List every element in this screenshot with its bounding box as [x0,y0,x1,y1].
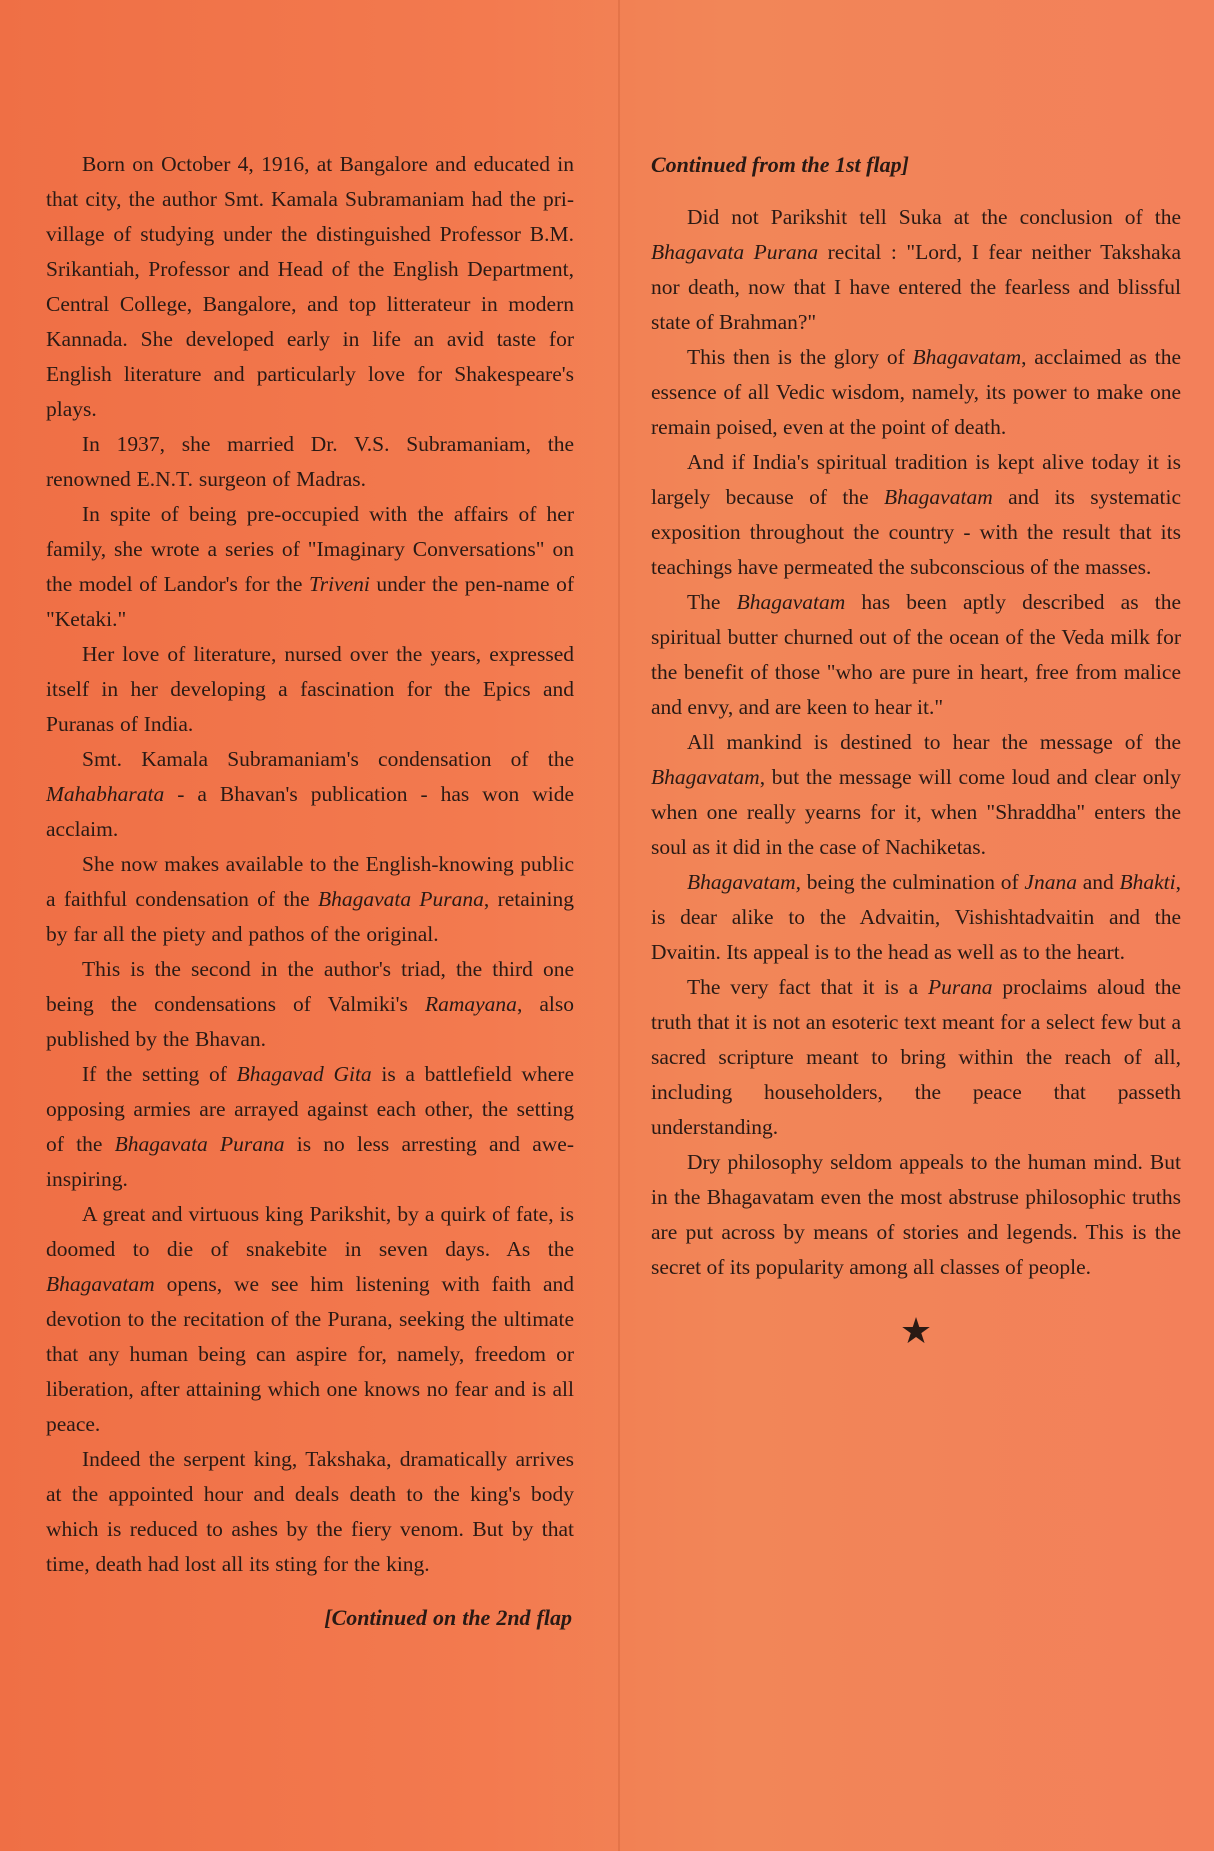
paragraph [46,1442,574,1582]
paragraph [46,497,574,637]
left-flap-text [46,147,574,1582]
paragraph [46,1197,574,1442]
text-segment: has been aptly described as the spiritual butter churned out of the ocean of the Veda milk for the benefit of those "who are pure in heart, free from malice and envy, and are keen to hear it." [651,590,1181,719]
right-flap-text [651,200,1181,1285]
italic-title: Bhagavata Purana [114,1132,285,1156]
text-segment: She now makes available to the English-knowing public a faithful condensation of the [46,852,574,911]
text-segment: , but the message will come loud and clear only when one really yearns for it, when "Shraddha" enters the soul as it did in the case of Nachiketas. [651,765,1181,859]
text-segment: In spite of being pre-occupied with the affairs of her family, she wrote a series of "Imaginary Conversations" on the model of Landor's for the [46,502,574,596]
text-segment: A great and virtuous king Parikshit, by a quirk of fate, is doomed to die of snakebite in seven days. As the [46,1202,574,1261]
italic-title: Bhagavatam [884,485,993,509]
text-segment: recital : "Lord, I fear neither Takshaka nor death, now that I have entered the fearless and blissful state of Brahman?" [651,240,1181,334]
italic-title: Triveni [308,572,370,596]
paragraph [651,725,1181,865]
text-segment: Born on October 4, 1916, at Bangalore and educated in that city, the author Smt. Kamala Subramaniam had the pri-village of studying under the distinguished Professor B.M. Srikantiah, Professor and Head of the English Department, Central College, Bangalore, and top litterateur in modern Kannada. She developed early in life an avid taste for English literature and particularly love for Shakespeare's plays. [46,152,574,421]
italic-title: Ramayana [424,992,517,1016]
text-segment: - a Bhavan's publication - has won wide acclaim. [46,782,574,841]
italic-title: Bhagavatam [912,345,1022,369]
flap-fold-line [618,0,620,1851]
italic-title: Bhagavatam [736,590,846,614]
text-segment: being the culmination of [801,870,1025,894]
paragraph [651,200,1181,340]
paragraph [651,445,1181,585]
text-segment: In 1937, she married Dr. V.S. Subramaniam, the renowned E.N.T. surgeon of Madras. [46,432,574,491]
text-segment: , retaining by far all the piety and pathos of the original. [46,887,574,946]
paragraph [651,970,1181,1145]
italic-title: Bhakti [1119,870,1176,894]
italic-title: Bhagavad Gita [236,1062,372,1086]
text-segment: Smt. Kamala Subramaniam's condensation of the [82,747,574,771]
text-segment: proclaims aloud the truth that it is not an esoteric text meant for a select few but a sacred scripture meant to bring within the reach of all, including householders, the peace that passeth understanding. [651,975,1181,1139]
text-segment: and [1076,870,1120,894]
text-segment: The very fact that it is a [687,975,929,999]
text-segment: Her love of literature, nursed over the years, expressed itself in her developing a fascination for the Epics and Puranas of India. [46,642,574,736]
text-segment: And if India's spiritual tradition is kept alive today it is largely because of the [651,450,1181,509]
paragraph [46,427,574,497]
continued-on-note: [Continued on the 2nd flap [324,1605,572,1630]
end-star-icon: ★ [899,1311,933,1351]
italic-title: Bhagavatam [46,1272,155,1296]
paragraph [651,1145,1181,1285]
text-segment: is a battlefield where opposing armies are arrayed against each other, the setting of the [46,1062,575,1156]
paragraph [46,637,574,742]
paragraph [651,340,1181,445]
left-flap [46,147,574,1635]
paragraph [651,585,1181,725]
italic-title: Jnana [1024,870,1077,894]
continued-from-note: Continued from the 1st flap] [651,152,909,177]
text-segment: This then is the glory of [687,345,913,369]
paragraph [46,147,574,427]
text-segment: Did not Parikshit tell Suka at the conclusion of the [687,205,1181,229]
text-segment: and its systematic exposition throughout the country - with the result that its teachings have permeated the subconscious of the masses. [651,485,1181,579]
text-segment: , is dear alike to the Advaitin, Vishishtadvaitin and the Dvaitin. Its appeal is to the head as well as to the heart. [651,870,1181,964]
paragraph [46,742,574,847]
italic-title: Bhagavatam, [687,870,802,894]
text-segment: All mankind is destined to hear the message of the [687,730,1181,754]
text-segment: is no less arresting and awe-inspiring. [46,1132,574,1191]
text-segment: , acclaimed as the essence of all Vedic wisdom, namely, its power to make one remain poised, even at the point of death. [651,345,1182,439]
italic-title: Purana [928,975,993,999]
text-segment: The [687,590,737,614]
paragraph [46,1057,574,1197]
text-segment: opens, we see him listening with faith and devotion to the recitation of the Purana, seeking the ultimate that any human being can aspire for, namely, freedom or liberation, after attaining which one knows no fear and is all peace. [46,1272,574,1436]
text-segment: If the setting of [82,1062,237,1086]
paragraph [46,952,574,1057]
italic-title: Mahabharata [46,782,165,806]
text-segment: Indeed the serpent king, Takshaka, dramatically arrives at the appointed hour and deals death to the king's body which is reduced to ashes by the fiery venom. But by that time, death had lost all its sting for the king. [46,1447,574,1576]
paragraph [651,865,1181,970]
paragraph [46,847,574,952]
text-segment: This is the second in the author's triad, the third one being the condensations of Valmiki's [46,957,574,1016]
text-segment: under the pen-name of "Ketaki." [46,572,575,631]
italic-title: Bhagavata Purana [317,887,484,911]
right-flap [651,147,1181,1351]
italic-title: Bhagavatam [651,765,760,789]
italic-title: Bhagavata Purana [651,240,819,264]
text-segment: Dry philosophy seldom appeals to the human mind. But in the Bhagavatam even the most abstruse philosophic truths are put across by means of stories and legends. This is the secret of its popularity among all classes of people. [651,1150,1181,1279]
text-segment: , also published by the Bhavan. [46,992,575,1051]
